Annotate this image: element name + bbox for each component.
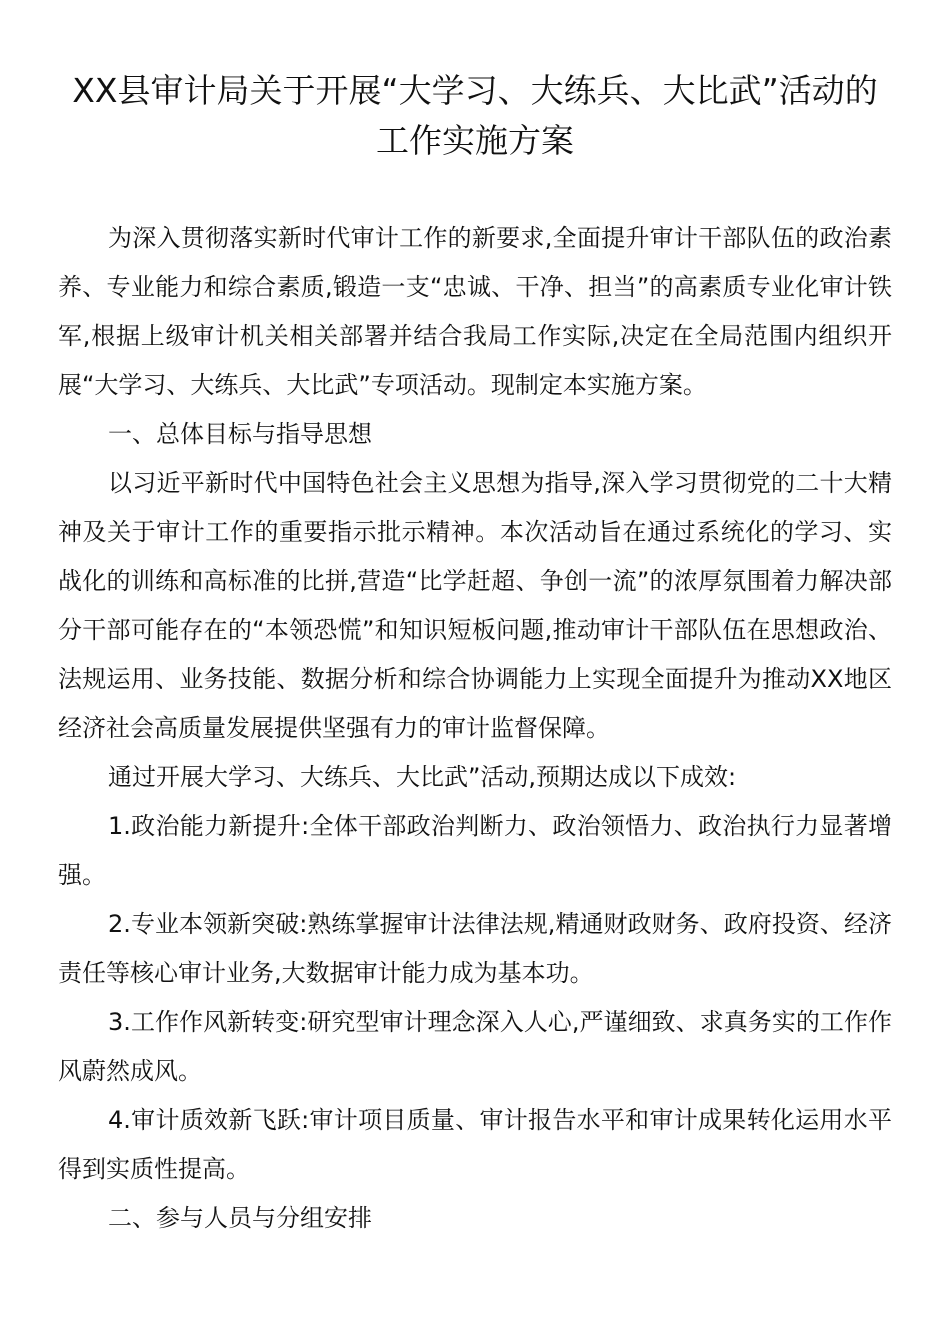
guiding-principle-paragraph: 以习近平新时代中国特色社会主义思想为指导,深入学习贯彻党的二十大精神及关于审计工作的重要指示批示精神。本次活动旨在通过系统化的学习、实战化的训练和高标准的比拼,营造“比学赶超、争创一流”的浓厚氛围着力解决部分干部可能存在的“本领恐慌”和知识短板问题,推动审计干部队伍在思想政治、法规运用、业务技能、数据分析和综合协调能力上实现全面提升为推动XX地区经济社会高质量发展提供坚强有力的审计监督保障。	[58, 469, 892, 742]
goal-item-3: 3.工作作风新转变:研究型审计理念深入人心,严谨细致、求真务实的工作作风蔚然成风。	[58, 1008, 892, 1085]
goals-intro-paragraph: 通过开展大学习、大练兵、大比武”活动,预期达成以下成效:	[108, 763, 737, 791]
section-heading-2: 二、参与人员与分组安排	[108, 1204, 372, 1232]
goal-item-4: 4.审计质效新飞跃:审计项目质量、审计报告水平和审计成果转化运用水平得到实质性提高。	[58, 1106, 892, 1183]
document-body	[58, 214, 892, 1243]
document-title: XX县审计局关于开展“大学习、大练兵、大比武”活动的工作实施方案	[72, 71, 878, 160]
goal-item-1: 1.政治能力新提升:全体干部政治判断力、政治领悟力、政治执行力显著增强。	[58, 812, 892, 889]
goals-list	[58, 802, 892, 1194]
section-heading-1: 一、总体目标与指导思想	[108, 420, 372, 448]
intro-paragraph: 为深入贯彻落实新时代审计工作的新要求,全面提升审计干部队伍的政治素养、专业能力和综合素质,锻造一支“忠诚、干净、担当”的高素质专业化审计铁军,根据上级审计机关相关部署并结合我局工作实际,决定在全局范围内组织开展“大学习、大练兵、大比武”专项活动。现制定本实施方案。	[58, 224, 892, 399]
goal-item-2: 2.专业本领新突破:熟练掌握审计法律法规,精通财政财务、政府投资、经济责任等核心审计业务,大数据审计能力成为基本功。	[58, 910, 892, 987]
